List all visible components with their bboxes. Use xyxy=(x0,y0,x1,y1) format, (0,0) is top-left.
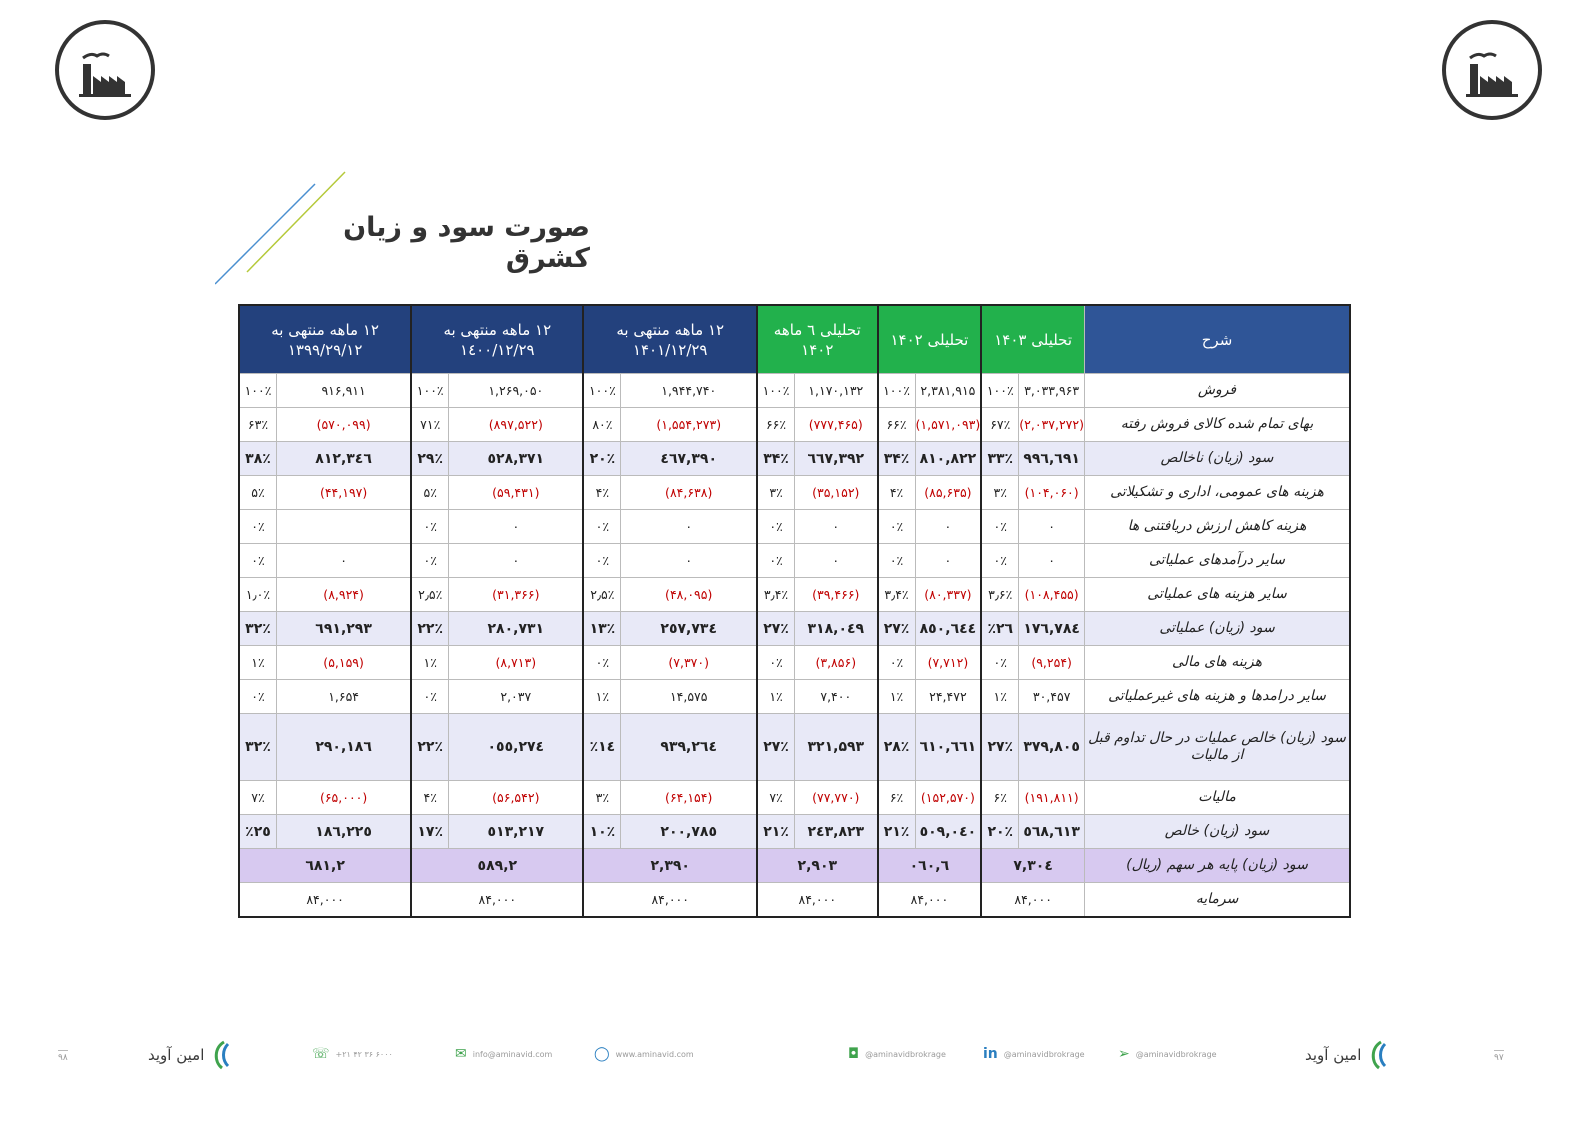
percent-cell: ۰٪ xyxy=(583,510,621,544)
value-cell: (۴۴,۱۹۷) xyxy=(277,476,412,510)
value-cell: ٦٤٤,۸٥۰ xyxy=(915,612,981,646)
value-cell: (۷۷۷,۴۶۵) xyxy=(795,408,878,442)
percent-cell: ۲٫۵٪ xyxy=(411,578,449,612)
table-row xyxy=(239,442,1350,476)
factory-logo-right xyxy=(1442,20,1542,120)
capital-cell: ۸۴,۰۰۰ xyxy=(981,883,1084,918)
capital-cell: ۸۴,۰۰۰ xyxy=(878,883,982,918)
value-cell: ۲۹۳,٦۹۱ xyxy=(277,612,412,646)
page-number-left: ۹۸ xyxy=(58,1050,68,1063)
value-cell: ٦۱۳,٥٦۸ xyxy=(1019,815,1085,849)
value-cell: ۳۲۱,۵۹۳ xyxy=(795,714,878,781)
percent-cell: ۳٫۶٪ xyxy=(981,578,1019,612)
row-label: سود (زیان) پایه هر سهم (ریال) xyxy=(1085,849,1351,883)
row-label: سود (زیان) خالص xyxy=(1085,815,1351,849)
percent-cell: ۱٪ xyxy=(757,680,795,714)
percent-cell: ۲۷٪ xyxy=(981,714,1019,781)
linkedin-icon: in xyxy=(983,1046,998,1062)
percent-cell: ۴٪ xyxy=(878,476,916,510)
row-label: سود (زیان) ناخالص xyxy=(1085,442,1351,476)
percent-cell: ۳٫۴٪ xyxy=(878,578,916,612)
value-cell: ۲۸۰,۷۳۱ xyxy=(449,612,584,646)
value-cell: (۶۵,۰۰۰) xyxy=(277,781,412,815)
brand-mark-icon xyxy=(210,1040,234,1070)
percent-cell: ۳٪ xyxy=(757,476,795,510)
value-cell: ۰ xyxy=(277,544,412,578)
eps-cell: ۲,٦۸۱ xyxy=(239,849,411,883)
value-cell: ۰ xyxy=(795,510,878,544)
percent-cell: ۰٪ xyxy=(411,510,449,544)
value-cell: ۲۹۰,۱۸٦ xyxy=(277,714,412,781)
percent-cell: ۱٪ xyxy=(981,680,1019,714)
percent-cell: ۳۸٪ xyxy=(239,442,277,476)
factory-logo-left xyxy=(55,20,155,120)
value-cell: ۰ xyxy=(449,544,584,578)
value-cell: (۱۰۸,۴۵۵) xyxy=(1019,578,1085,612)
percent-cell: ۲۱٪ xyxy=(757,815,795,849)
value-cell: ۲۰۰,۷۸٥ xyxy=(621,815,757,849)
percent-cell: ۳۴٪ xyxy=(757,442,795,476)
percent-cell: ۵٪ xyxy=(411,476,449,510)
capital-cell: ۸۴,۰۰۰ xyxy=(757,883,878,918)
value-cell: (۸۹۷,۵۲۲) xyxy=(449,408,584,442)
value-cell: ۳٤٦,۸۱۲ xyxy=(277,442,412,476)
percent-cell: ۰٪ xyxy=(878,510,916,544)
row-label: سایر درآمدهای عملیاتی xyxy=(1085,544,1351,578)
percent-cell: ۱۳٪ xyxy=(583,612,621,646)
value-cell: ۲۷٤,۰٥٥ xyxy=(449,714,584,781)
value-cell: ۷۸٤,۱۷٦ xyxy=(1019,612,1085,646)
row-label: سایر هزینه های عملیاتی xyxy=(1085,578,1351,612)
percent-cell: ۱٫۰٪ xyxy=(239,578,277,612)
percent-cell: ۲۰٪ xyxy=(981,815,1019,849)
percent-cell: ۱٪ xyxy=(878,680,916,714)
eps-cell: ٦,۰٦۰ xyxy=(878,849,982,883)
header-period: تحلیلی ٦ ماهه ۱۴۰۲ xyxy=(757,305,878,374)
percent-cell: ۲۱٪ xyxy=(878,815,916,849)
value-cell: (۵,۱۵۹) xyxy=(277,646,412,680)
table-row xyxy=(239,578,1350,612)
percent-cell: ۴٪ xyxy=(411,781,449,815)
income-statement-table xyxy=(238,304,1351,918)
header-period: ۱۲ ماهه منتهی به ۱۳۹۹/۲۹/۱۲ xyxy=(239,305,411,374)
value-cell: ۸۱۰,۸۲۲ xyxy=(915,442,981,476)
value-cell: ۳۱۸,۰٤۹ xyxy=(795,612,878,646)
value-cell: ۰ xyxy=(449,510,584,544)
percent-cell: ۰٪ xyxy=(757,544,795,578)
percent-cell: ۶٪ xyxy=(981,781,1019,815)
value-cell: ٦٦۱,٦۱۰ xyxy=(915,714,981,781)
table-row xyxy=(239,646,1350,680)
percent-cell: ۴٪ xyxy=(583,476,621,510)
percent-cell: ۲۸٪ xyxy=(878,714,916,781)
value-cell: (۴۸,۰۹۵) xyxy=(621,578,757,612)
capital-cell: ۸۴,۰۰۰ xyxy=(583,883,757,918)
percent-cell: ۱٪ xyxy=(583,680,621,714)
value-cell: ۳۹۲,٦٦۷ xyxy=(795,442,878,476)
value-cell: ۰ xyxy=(795,544,878,578)
row-label: فروش xyxy=(1085,374,1351,408)
percent-cell: ۰٪ xyxy=(981,646,1019,680)
value-cell: (۸,۹۲۴) xyxy=(277,578,412,612)
telegram-text: @aminavidbrokrage xyxy=(1135,1049,1217,1059)
value-cell: (۷۷,۷۷۰) xyxy=(795,781,878,815)
row-label: هزینه های مالی xyxy=(1085,646,1351,680)
percent-cell: ۱۰۰٪ xyxy=(411,374,449,408)
percent-cell: ۱۰۰٪ xyxy=(981,374,1019,408)
telegram-icon: ➢ xyxy=(1118,1046,1130,1062)
website-text: www.aminavid.com xyxy=(615,1049,694,1059)
brand-logo-left xyxy=(148,1040,234,1070)
eps-cell: ۲,۳۹۰ xyxy=(583,849,757,883)
table-row xyxy=(239,815,1350,849)
value-cell: (۸۴,۶۳۸) xyxy=(621,476,757,510)
percent-cell: ۲۹٪ xyxy=(411,442,449,476)
value-cell: ۲۴,۴۷۲ xyxy=(915,680,981,714)
percent-cell: ۰٪ xyxy=(239,510,277,544)
percent-cell: ۱٪ xyxy=(411,646,449,680)
table-row xyxy=(239,612,1350,646)
row-label: سرمایه xyxy=(1085,883,1351,918)
page-number-right: ۹۷ xyxy=(1494,1050,1504,1063)
capital-cell: ۸۴,۰۰۰ xyxy=(411,883,583,918)
percent-cell: ۰٪ xyxy=(757,510,795,544)
percent-cell: ۶۶٪ xyxy=(757,408,795,442)
value-cell: ۱,۲۶۹,۰۵۰ xyxy=(449,374,584,408)
value-cell: ۳,۰۳۳,۹۶۳ xyxy=(1019,374,1085,408)
percent-cell: ۲۲٪ xyxy=(411,612,449,646)
percent-cell: ۳۲٪ xyxy=(239,714,277,781)
linkedin-text: @aminavidbrokrage xyxy=(1003,1049,1085,1059)
instagram-text: @aminavidbrokrage xyxy=(865,1049,946,1059)
footer-website[interactable] xyxy=(594,1046,694,1062)
percent-cell: ۲۷٪ xyxy=(757,714,795,781)
value-cell: (۸۰,۳۳۷) xyxy=(915,578,981,612)
percent-cell: ۲٫۵٪ xyxy=(583,578,621,612)
table-row xyxy=(239,544,1350,578)
percent-cell: ۰٪ xyxy=(583,544,621,578)
percent-cell: ۲۰٪ xyxy=(583,442,621,476)
table-row xyxy=(239,476,1350,510)
percent-cell: ۰٪ xyxy=(411,680,449,714)
value-cell: (۵۷۰,۰۹۹) xyxy=(277,408,412,442)
row-label: بهای تمام شده کالای فروش رفته xyxy=(1085,408,1351,442)
percent-cell: ۷٪ xyxy=(239,781,277,815)
mail-icon: ✉ xyxy=(455,1046,467,1062)
percent-cell: ۷٪ xyxy=(757,781,795,815)
value-cell: (۸,۷۱۳) xyxy=(449,646,584,680)
row-label: هزینه های عمومی، اداری و تشکیلاتی xyxy=(1085,476,1351,510)
percent-cell: ۱۰۰٪ xyxy=(757,374,795,408)
percent-cell: ۰٪ xyxy=(757,646,795,680)
value-cell: ۱,۱۷۰,۱۳۲ xyxy=(795,374,878,408)
percent-cell: ۲۷٪ xyxy=(878,612,916,646)
row-label: سایر درامدها و هزینه های غیرعملیاتی xyxy=(1085,680,1351,714)
brand-name: امین آوید xyxy=(148,1046,205,1064)
value-cell: (۶۴,۱۵۴) xyxy=(621,781,757,815)
value-cell: ۸۰٥,۳۷۹ xyxy=(1019,714,1085,781)
percent-cell: ۰٪ xyxy=(981,510,1019,544)
percent-cell: ۰٪ xyxy=(239,680,277,714)
mouse-icon: ◯ xyxy=(594,1046,610,1062)
value-cell: ۰ xyxy=(1019,510,1085,544)
table-row xyxy=(239,510,1350,544)
instagram-icon: ◘ xyxy=(848,1046,860,1062)
value-cell: ۱۴,۵۷۵ xyxy=(621,680,757,714)
percent-cell: ۰٪ xyxy=(583,646,621,680)
value-cell: ۳۷۱,٥۲۸ xyxy=(449,442,584,476)
value-cell: (۲,۰۳۷,۲۷۲) xyxy=(1019,408,1085,442)
capital-row xyxy=(239,883,1350,918)
percent-cell: ۳٪ xyxy=(981,476,1019,510)
factory-icon xyxy=(77,44,133,100)
value-cell: ۱,۶۵۴ xyxy=(277,680,412,714)
table-row xyxy=(239,714,1350,781)
percent-cell: ۳۳٪ xyxy=(981,442,1019,476)
header-period: تحلیلی ۱۴۰۲ xyxy=(878,305,982,374)
capital-cell: ۸۴,۰۰۰ xyxy=(239,883,411,918)
table-row xyxy=(239,781,1350,815)
header-period: ۱۲ ماهه منتهی به ۱٤۰۰/۱۲/۲۹ xyxy=(411,305,583,374)
value-cell: (۱۹۱,۸۱۱) xyxy=(1019,781,1085,815)
percent-cell: ۲۷٪ xyxy=(757,612,795,646)
percent-cell: ۰٪ xyxy=(411,544,449,578)
percent-cell: ۱۰۰٪ xyxy=(878,374,916,408)
value-cell: (۱۵۲,۵۷۰) xyxy=(915,781,981,815)
value-cell: (۵۹,۴۳۱) xyxy=(449,476,584,510)
header-period: تحلیلی ۱۴۰۳ xyxy=(981,305,1084,374)
brand-mark-icon xyxy=(1367,1040,1391,1070)
value-cell: ۹۱۶,۹۱۱ xyxy=(277,374,412,408)
value-cell: (۱,۵۷۱,۰۹۳) xyxy=(915,408,981,442)
percent-cell: ۳۲٪ xyxy=(239,612,277,646)
percent-cell: ۰٪ xyxy=(239,544,277,578)
percent-cell: ۲٥٪ xyxy=(239,815,277,849)
eps-cell: ۲,٥۸۹ xyxy=(411,849,583,883)
value-cell: ۰ xyxy=(915,544,981,578)
brand-name: امین آوید xyxy=(1305,1046,1362,1064)
percent-cell: ۳۴٪ xyxy=(878,442,916,476)
percent-cell: ۰٪ xyxy=(878,646,916,680)
value-cell: (۵۶,۵۴۲) xyxy=(449,781,584,815)
header-description: شرح xyxy=(1085,305,1351,374)
value-cell: ۲۲٥,۱۸٦ xyxy=(277,815,412,849)
eps-cell: ۲,۹۰۳ xyxy=(757,849,878,883)
value-cell: ۷,۴۰۰ xyxy=(795,680,878,714)
eps-row xyxy=(239,849,1350,883)
footer-instagram[interactable] xyxy=(848,1046,946,1062)
value-cell: ۲٥۷,۷۳٤ xyxy=(621,612,757,646)
percent-cell: ۸۰٪ xyxy=(583,408,621,442)
table-row xyxy=(239,408,1350,442)
percent-cell: ۲٦٪ xyxy=(981,612,1019,646)
percent-cell: ۵٪ xyxy=(239,476,277,510)
value-cell: (۳,۸۵۶) xyxy=(795,646,878,680)
percent-cell: ۱٤٪ xyxy=(583,714,621,781)
value-cell: (۳۱,۳۶۶) xyxy=(449,578,584,612)
percent-cell: ۲۲٪ xyxy=(411,714,449,781)
value-cell: ۰ xyxy=(621,544,757,578)
percent-cell: ۶۶٪ xyxy=(878,408,916,442)
row-label: مالیات xyxy=(1085,781,1351,815)
footer-linkedin[interactable] xyxy=(983,1046,1085,1062)
percent-cell: ۱۰۰٪ xyxy=(583,374,621,408)
brand-logo-right xyxy=(1305,1040,1391,1070)
footer-phone[interactable] xyxy=(312,1046,393,1062)
value-cell: ۹۹٦,٦۹۱ xyxy=(1019,442,1085,476)
percent-cell: ۱٪ xyxy=(239,646,277,680)
row-label: سود (زیان) عملیاتی xyxy=(1085,612,1351,646)
value-cell: ۲٤۳,۸۲۳ xyxy=(795,815,878,849)
value-cell xyxy=(277,510,412,544)
value-cell: ۲,۰۳۷ xyxy=(449,680,584,714)
email-text: info@aminavid.com xyxy=(472,1049,553,1059)
percent-cell: ۶۷٪ xyxy=(981,408,1019,442)
value-cell: (۳۵,۱۵۲) xyxy=(795,476,878,510)
value-cell: ۳۹۰,٤٦۷ xyxy=(621,442,757,476)
value-cell: ٥۰۹,۰٤۰ xyxy=(915,815,981,849)
value-cell: (۱۰۴,۰۶۰) xyxy=(1019,476,1085,510)
eps-cell: ۷,۳۰٤ xyxy=(981,849,1084,883)
value-cell: (۱,۵۵۴,۲۷۳) xyxy=(621,408,757,442)
percent-cell: ۳٪ xyxy=(583,781,621,815)
percent-cell: ۱۷٪ xyxy=(411,815,449,849)
page-title: صورت سود و زیان کشرق xyxy=(343,212,590,274)
value-cell: ۰ xyxy=(621,510,757,544)
table-row xyxy=(239,680,1350,714)
header-period: ۱۲ ماهه منتهی به ۱۴۰۱/۱۲/۲۹ xyxy=(583,305,757,374)
value-cell: ۱,۹۴۴,۷۴۰ xyxy=(621,374,757,408)
percent-cell: ۶۳٪ xyxy=(239,408,277,442)
phone-icon: ☏ xyxy=(312,1046,330,1062)
value-cell: ۰ xyxy=(915,510,981,544)
value-cell: (۷,۳۷۰) xyxy=(621,646,757,680)
value-cell: (۳۹,۴۶۶) xyxy=(795,578,878,612)
value-cell: (۸۵,۶۳۵) xyxy=(915,476,981,510)
value-cell: ۲٦٤,۹۳۹ xyxy=(621,714,757,781)
percent-cell: ۱۰۰٪ xyxy=(239,374,277,408)
percent-cell: ۱۰٪ xyxy=(583,815,621,849)
value-cell: ۲,۳۸۱,۹۱۵ xyxy=(915,374,981,408)
percent-cell: ۳٫۴٪ xyxy=(757,578,795,612)
value-cell: (۷,۷۱۲) xyxy=(915,646,981,680)
footer-email[interactable] xyxy=(455,1046,552,1062)
value-cell: ۲۱۷,٥۱۳ xyxy=(449,815,584,849)
percent-cell: ۶٪ xyxy=(878,781,916,815)
factory-icon xyxy=(1464,44,1520,100)
row-label: هزینه کاهش ارزش دریافتنی ها xyxy=(1085,510,1351,544)
row-label: سود (زیان) خالص عملیات در حال تداوم قبل از مالیات xyxy=(1085,714,1351,781)
table-row xyxy=(239,374,1350,408)
value-cell: ۳۰,۴۵۷ xyxy=(1019,680,1085,714)
value-cell: (۹,۲۵۴) xyxy=(1019,646,1085,680)
footer-telegram[interactable] xyxy=(1118,1046,1217,1062)
percent-cell: ۰٪ xyxy=(878,544,916,578)
value-cell: ۰ xyxy=(1019,544,1085,578)
phone-text: +۲۱ ۴۲ ۳۶ ۶۰۰۰ xyxy=(335,1049,393,1059)
percent-cell: ۷۱٪ xyxy=(411,408,449,442)
percent-cell: ۰٪ xyxy=(981,544,1019,578)
